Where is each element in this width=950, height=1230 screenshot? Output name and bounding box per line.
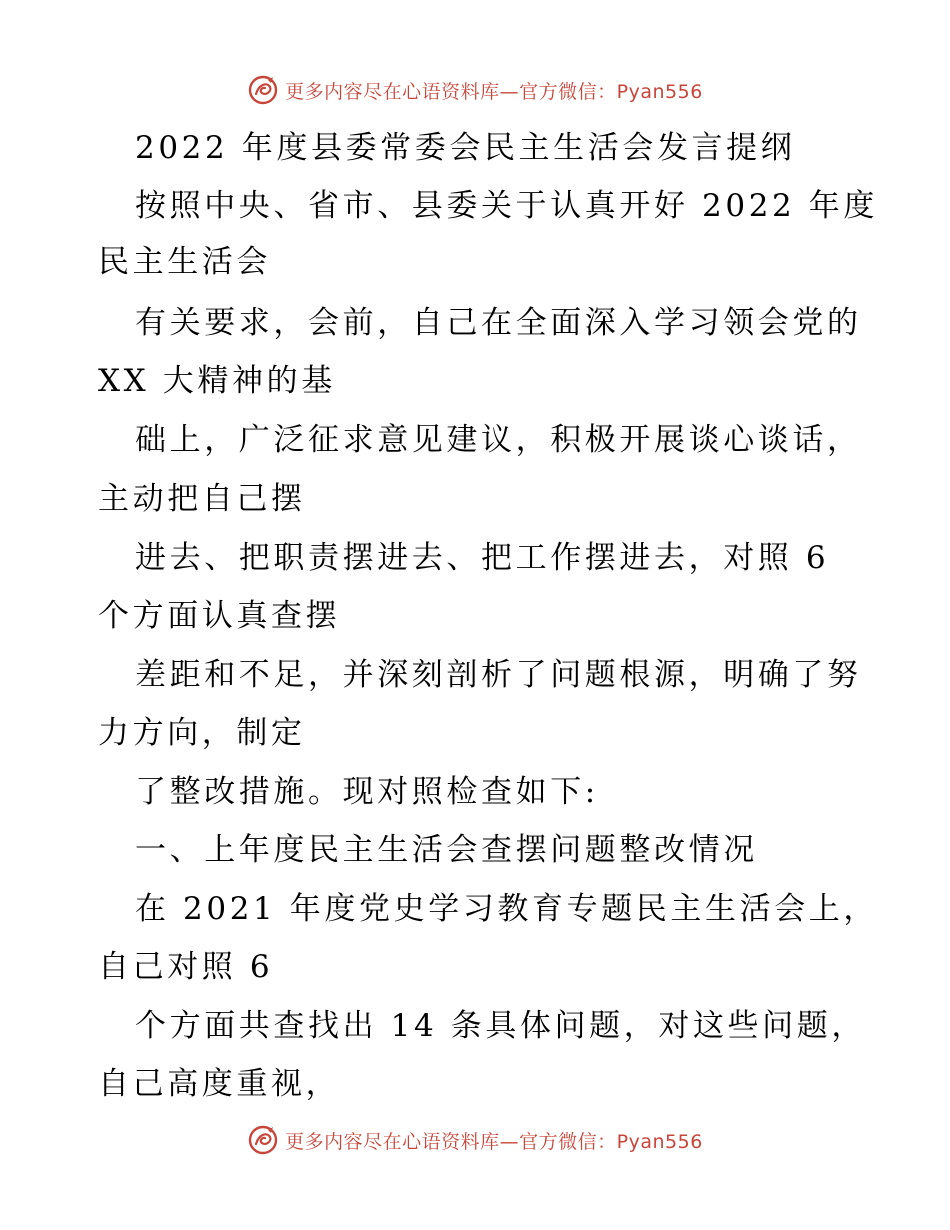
watermark-text: 更多内容尽在心语资料库—官方微信：Pyan556 bbox=[285, 1130, 703, 1153]
paragraph-line: 了整改措施。现对照检查如下: bbox=[135, 774, 599, 810]
doc-title: 2022 年度县委常委会民主生活会发言提纲 bbox=[135, 130, 796, 166]
paragraph-line: 础上，广泛征求意见建议，积极开展谈心谈话， bbox=[135, 422, 862, 458]
footer-watermark bbox=[0, 1120, 950, 1160]
watermark-text: 更多内容尽在心语资料库—官方微信：Pyan556 bbox=[285, 80, 703, 103]
paragraph-line: 进去、把职责摆进去、把工作摆进去，对照 6 bbox=[135, 540, 830, 576]
red-swirl-logo-icon bbox=[247, 74, 279, 106]
paragraph-line: 主动把自己摆 bbox=[98, 481, 306, 517]
paragraph-line: 力方向，制定 bbox=[98, 715, 306, 751]
paragraph-line: XX 大精神的基 bbox=[98, 363, 336, 399]
header-watermark bbox=[0, 70, 950, 110]
paragraph-line: 个方面认真查摆 bbox=[98, 598, 341, 634]
paragraph-line: 在 2021 年度党史学习教育专题民主生活会上， bbox=[135, 891, 878, 927]
red-swirl-logo-icon bbox=[247, 1124, 279, 1156]
paragraph-line: 个方面共查找出 14 条具体问题，对这些问题， bbox=[135, 1008, 866, 1044]
section-heading: 一、上年度民主生活会查摆问题整改情况 bbox=[135, 832, 758, 868]
paragraph-line: 有关要求，会前，自己在全面深入学习领会党的 bbox=[135, 305, 862, 341]
paragraph-line: 自己对照 6 bbox=[98, 949, 274, 985]
paragraph-line: 民主生活会 bbox=[98, 244, 271, 280]
paragraph-line: 按照中央、省市、县委关于认真开好 2022 年度 bbox=[135, 188, 878, 224]
paragraph-line: 自己高度重视， bbox=[98, 1066, 341, 1102]
paragraph-line: 差距和不足，并深刻剖析了问题根源，明确了努 bbox=[135, 657, 862, 693]
